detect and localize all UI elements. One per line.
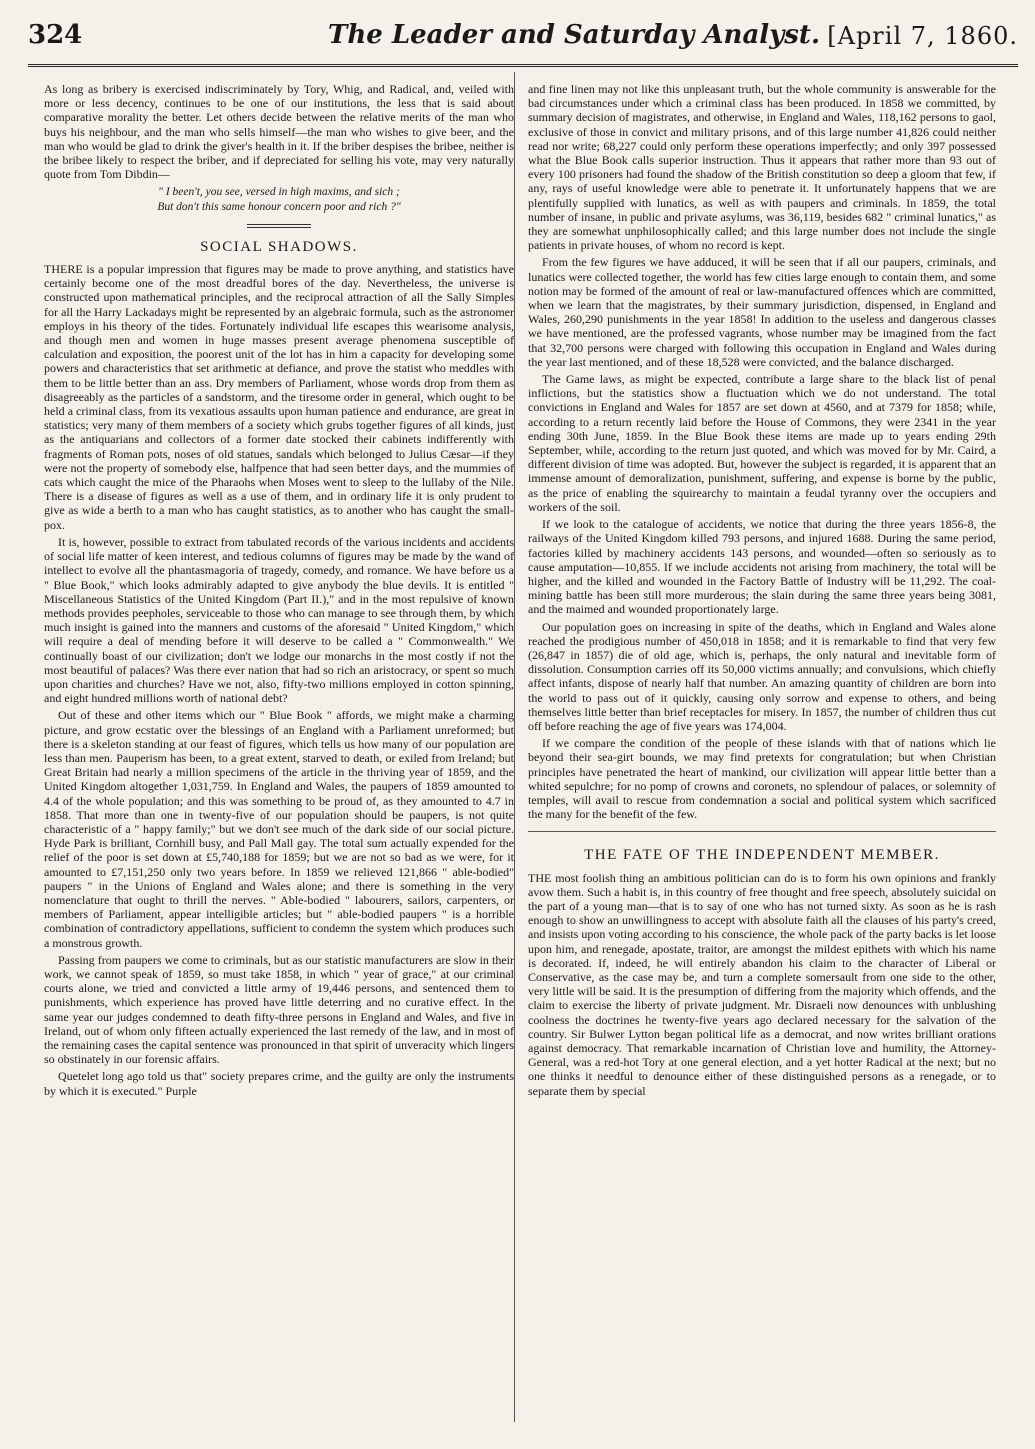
dibdin-quote xyxy=(44,185,514,213)
masthead-title: The Leader and Saturday Analyst. xyxy=(328,20,820,50)
issue-date: [April 7, 1860. xyxy=(827,22,1018,50)
page-header xyxy=(28,20,1018,64)
article-paragraph: Our population goes on increasing in spite of the deaths, which in England and Wales alone reached the prodigious number of 450,018 in 1858; and it is remarkable to find that very few (26,847 in 1857) die of old age, which is, perhaps, the only natural and inevitable form of dissolution. Consumption carries off its 50,000 victims annually; and convulsions, which chiefly affect infants, dispose of nearly half that number. An amazing quantity of children are born into the world to pass out of it quickly, causing only sorrow and expense to others, and being themselves little better than brief receptacles for misery. In 1857, the number of children thus cut off before reaching the age of five years was 174,004. xyxy=(528,619,996,733)
article-paragraph: If we compare the condition of the people of these islands with that of nations which lie beyond their sea-girt bounds, we may find pretexts for congratulation; but when Christian principles have penetrated the heart of mankind, our civilization will appear little better than a whited sepulchre; for no pomp of crowns and coronets, no splendour of palaces, or solemnity of temples, will avail to rescue from condemnation a social and political system which sacrificed the many for the benefit of the few. xyxy=(528,736,996,822)
article-paragraph: THE most foolish thing an ambitious politician can do is to form his own opinions and frankly avow them. Such a habit is, in this country of free thought and free speech, absolutely suicidal on the part of a young man—that is to say of one who has not turned sixty. As soon as he is rash enough to show an unwillingness to accept with absolute faith all the clauses of his party's creed, and insists upon voting according to his conscience, the whole pack of the party backs is let loose upon him, and renegade, apostate, traitor, are amongst the mildest epithets with which his name is decorated. If, indeed, he will entirely abandon his claim to the character of Liberal or Conservative, as the case may be, and turn a complete somersault from one side to the other, very little will be said. It is the presumption of differing from the majority which offends, and the claim to exercise the liberty of private judgment. Mr. Disraeli now denounces with unblushing coolness the doctrines he twenty-five years ago declared necessary for the salvation of the country. Sir Bulwer Lytton began political life as a democrat, and now writes brilliant orations against democracy. That remarkable incarnation of Christian love and humility, the Attorney-General, was a red-hot Tory at one general election, and a yet hotter Radical at the next; but no one thinks it needful to denounce either of these distinguished persons as a renegade, or to separate them by special xyxy=(528,870,996,1098)
article-paragraph: The Game laws, as might be expected, contribute a large share to the black list of penal inflictions, but the statistics show a fluctuation which we do not understand. The total convictions in England and Wales for 1857 are set down at 4560, and at 7379 for 1858; while, according to a return recently laid before the House of Commons, they were 2341 in the year ending 30th June, 1859. In the Blue Book these items are made up to years ending 29th September, while, according to the return just quoted, and which was moved for by Mr. Caird, a different division of time was adopted. But, however the subject is regarded, it is apparent that an immense amount of demoralization, punishment, suffering, and expense is borne by the public, as the price of enabling the squirearchy to maintain a feudal tyranny over the occupiers and workers of the soil. xyxy=(528,372,996,514)
section-separator xyxy=(528,831,996,832)
quote-line-1: " I been't, you see, versed in high maxims, and sich ; xyxy=(158,186,400,199)
page-number: 324 xyxy=(28,20,83,50)
section-title-social-shadows: SOCIAL SHADOWS. xyxy=(200,238,358,255)
article-paragraph: THERE is a popular impression that figures may be made to prove anything, and statistics have certainly become one of the most dreadful bores of the day. Nevertheless, the universe is constructed upon mathematical principles, and the reciprocal attraction of all the Sally Simples for all the Harry Lackadays might be represented by an algebraic formula, such as the astronomer employs in his theory of the tides. Fortunately individual life escapes this wearisome analysis, and though men and women in huge masses present average phenomena susceptible of calculation and exposition, the poorest unit of the lot has in him a capacity for developing some powers and characteristics that set arithmetic at defiance, and prove the statist who meddles with them to be little better than an ass. Dry members of Parliament, whose words drop from them as disagreeably as the particles of a sandstorm, and the tiresome order in general, which ought to be held a criminal class, from its vexatious assaults upon human patience and endurance, are great in statistics; very many of them members of a society which grubs together figures of all kinds, just as the antiquarians and collectors of a former date stocked their cabinets indifferently with fragments of Roman pots, noses of old statues, sandals which belonged to Julius Cæsar—if they were not the property of somebody else, halfpence that had seen better days, and the mummies of cats which caught the mice of the Pharaohs when Moses went to sleep to the lullaby of the Nile. There is a disease of figures as well as a use of them, and in ordinary life it is only prudent to give as wide a berth to a man who has caught statistics, as to another who has caught the small-pox. xyxy=(44,262,514,532)
quote-line-2: But don't this same honour concern poor and rich ?" xyxy=(157,200,401,213)
article-paragraph: If we look to the catalogue of accidents, we notice that during the three years 1856-8, the railways of the United Kingdom killed 793 persons, and injured 1688. During the same period, factories killed by machinery accidents 143 persons, and wounded—often so seriously as to cause amputation—10,855. If we include accidents not arising from machinery, the total will be higher, and the killed and wounded in the Factory Battle of Industry will be 11,292. The coal-mining battle has been still more murderous; the slain during the same three years being 3081, and the maimed and wounded proportionately large. xyxy=(528,517,996,617)
section-separator xyxy=(247,224,311,228)
article-paragraph: Out of these and other items which our " Blue Book " affords, we might make a charming picture, and grow ecstatic over the blessings of an England with a Parliament unreformed; but there is a skeleton standing at our feast of figures, which tells us how many of our population are less than men. Pauperism has been, to a great extent, starved to death, or exiled from Ireland; but Great Britain had nearly a million specimens of the article in the thriving year of 1859, and the United Kingdom altogether 1,031,759. In England and Wales, the paupers of 1859 amounted to 4.4 of the whole population; and this was something to be proud of, as they amounted to 4.7 in 1858. That more than one in twenty-five of our population should be paupers, is not quite characteristic of a " happy family;" but we don't see much of the dark side of our social picture. Hyde Park is brilliant, Cornhill busy, and Pall Mall gay. The total sum actually expended for the relief of the poor is set down at £5,740,188 for 1859; but we are not so bad as we were, for it amounted to £7,151,250 only two years before. In 1859 we relieved 121,866 " able-bodied" paupers " in the Unions of England and Wales alone; and there is something in the very nomenclature that ought to thrill the nerves. " Able-bodied " labourers, sailors, carpenters, or members of Parliament, appear intelligible articles; but " able-bodied paupers " is a horrible combination of contradictory appellations, sufficient to condemn the system which produces such a monstrous growth. xyxy=(44,708,514,950)
left-column xyxy=(44,82,514,1101)
header-rule xyxy=(28,64,1018,67)
column-divider xyxy=(514,72,515,1422)
bribery-paragraph: As long as bribery is exercised indiscriminately by Tory, Whig, and Radical, and, veiled with more or less decency, continues to be one of our institutions, the less that is said about comparative morality the better. Let others decide between the relative merits of the man who buys his neighbour, and the man who sells himself—the man who wishes to give beer, and the man who would be glad to drink the giver's health in it. If the briber despises the bribee, neither is the bribee likely to respect the briber, and if depreciated for selling his vote, may very naturally quote from Tom Dibdin— xyxy=(44,82,514,182)
article-paragraph: Passing from paupers we come to criminals, but as our statistic manufacturers are slow in their work, we cannot speak of 1859, so must take 1858, in which " year of grace," at our criminal courts alone, we tried and convicted a little army of 19,446 persons, and sentenced them to punishments, which experience has proved have little deterring and no curative effect. In the same year our judges condemned to death fifty-three persons in England and Wales, and five in Ireland, out of whom only fifteen actually experienced the last remedy of the law, and in most of the remaining cases the capital sentence was pronounced in that spirit of unveracity which lingers so obstinately in our forensic affairs. xyxy=(44,952,514,1067)
article-paragraph: It is, however, possible to extract from tabulated records of the various incidents and accidents of social life matter of keen interest, and tedious columns of figures may be made by the wand of intellect to evolve all the phantasmagoria of tragedy, comedy, and romance. We have before us a " Blue Book," which looks admirably adapted to give anybody the blue devils. It is entitled " Miscellaneous Statistics of the United Kingdom (Part II.)," and in the most repulsive of known methods provides peepholes, serviceable to those who can manage to see through them, by which much insight is gained into the manners and customs of the aforesaid " United Kingdom," which will require a deal of mending before it will deserve to be called a " Commonwealth." We continually boast of our civilization; don't we lodge our monarchs in the most costly if not the most beautiful of palaces? Was there ever nation that had so rich an aristocracy, or spent so much upon charities and churches? Have we not, also, fifty-two millions employed in cotton spinning, and eight hundred millions worth of national debt? xyxy=(44,534,514,706)
right-column xyxy=(528,82,996,1101)
article-paragraph: Quetelet long ago told us that" society prepares crime, and the guilty are only the instruments by which it is executed." Purple xyxy=(44,1069,514,1098)
section-title-independent-member: THE FATE OF THE INDEPENDENT MEMBER. xyxy=(584,847,940,864)
article-paragraph: From the few figures we have adduced, it will be seen that if all our paupers, criminals, and lunatics were collected together, the world has few cities large enough to contain them, and some notion may be formed of the amount of real or law-manufactured offences which are committed, when we learn that the magistrates, by their summary jurisdiction, dispensed, in England and Wales, 260,290 punishments in the year 1858! In addition to the useless and dangerous classes we have mentioned, are the professed vagrants, whose number may be imagined from the fact that 32,700 persons were charged with following this occupation in England and Wales during the year last mentioned, and of these 18,528 were convicted, and the balance discharged. xyxy=(528,255,996,369)
article-paragraph: and fine linen may not like this unpleasant truth, but the whole community is answerable for the bad circumstances under which a criminal class has been produced. In 1858 we committed, by summary decision of magistrates, and otherwise, in England and Wales, 118,162 persons to gaol, exclusive of those in convict and military prisons, and of this large number 41,826 could neither read nor write; 68,227 could only perform these operations imperfectly; and only 397 possessed what the Blue Book calls superior instruction. Thus it appears that rather more than 93 out of every 100 prisoners had found the shadow of the British constitution so deep a gloom that few, if any, rays of useful knowledge were able to penetrate it. It unfortunately happens that we are plentifully supplied with lunatics, as well as with paupers and criminals. In 1859, the total number of insane, in public and private asylums, was 36,119, besides 682 " criminal lunatics," as they are somewhat unphilosophically called; and this large number does not include the single patients in private houses, of whom no record is kept. xyxy=(528,82,996,253)
